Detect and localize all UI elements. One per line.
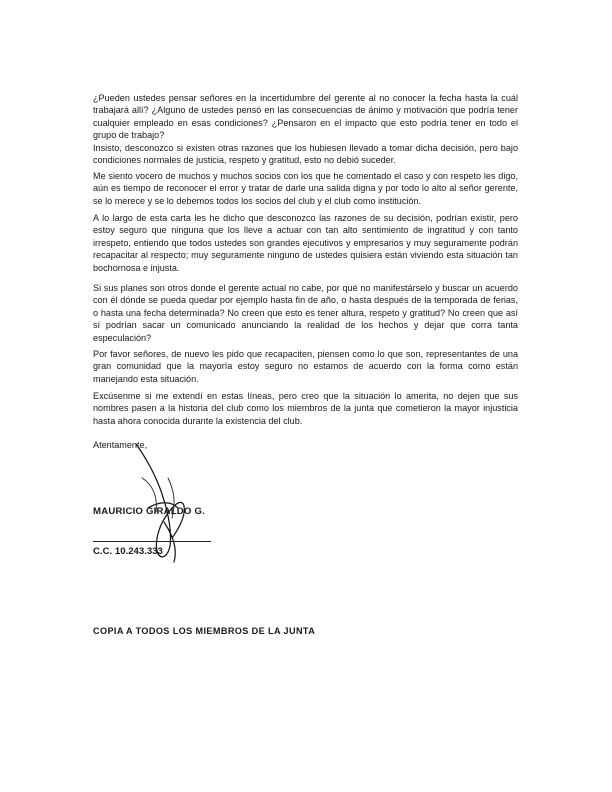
letter-paragraph-3: Me siento vocero de muchos y muchos socios con los que he comentado el caso y con respeto les digo, aún es tiempo de reconocer el error y tratar de darle una salida digna y por todo lo alto al señor gerente, se lo merece y se lo debemos todos los socios del club y el club como institución.	[93, 171, 518, 206]
letter-paragraph-4: A lo largo de esta carta les he dicho que desconozco las razones de su decisión, podrían existir, pero estoy seguro que ninguna que los lleve a actuar con tan alto sentimiento de ingratitud y con tanto irrespeto, entiendo que todos ustedes son grandes ejecutivos y empresarios y muy seguramente podrán recapacitar al respecto; muy seguramente ninguno de ustedes quisiera están viviendo esta situación tan bochornosa e injusta.	[93, 213, 518, 273]
signature-line	[93, 541, 211, 542]
letter-paragraph-7: Excúsenme si me extendí en estas líneas, pero creo que la situación lo amerita, no dejen que sus nombres pasen a la historia del club como los miembros de la junta que cometieron la mayor injusticia hasta ahora conocida durante la existencia del club.	[93, 391, 518, 426]
letter-paragraph-1: ¿Pueden ustedes pensar señores en la incertidumbre del gerente al no conocer la fecha hasta la cuál trabajará allí? ¿Alguno de ustedes pensó en las consecuencias de ánimo y motivación que podría tener cualquier empleado en esas condiciones? ¿Pensaron en el impacto que esto podría tener en todo el grupo de trabajo?	[93, 93, 518, 141]
signer-name: MAURICIO GIRALDO G.	[93, 506, 205, 517]
signer-id: C.C. 10.243.333	[93, 546, 163, 557]
copy-note: COPIA A TODOS LOS MIEMBROS DE LA JUNTA	[93, 626, 316, 636]
closing-salutation: Atentamente,	[93, 440, 148, 450]
letter-paragraph-6: Por favor señores, de nuevo les pido que recapaciten, piensen como lo que son, representantes de una gran comunidad que la mayoría estoy seguro no estamos de acuerdo con la forma como están manejando esta situación.	[93, 349, 518, 384]
letter-paragraph-2: Insisto, desconozco si existen otras razones que los hubiesen llevado a tomar dicha decisión, pero bajo condiciones normales de justicia, respeto y gratitud, esto no debió suceder.	[93, 143, 518, 166]
letter-paragraph-5: Si sus planes son otros donde el gerente actual no cabe, por qué no manifestárselo y buscar un acuerdo con él dónde se pueda quedar por ejemplo hasta fin de año, o hasta después de la temporada de ferias, o hasta una fecha determinada? No creen que esto es tener altura, respeto y gratitud? No creen que así sí podrían sacar un comunicado anunciando la realidad de los hechos y dejar que corra tanta especulación?	[93, 283, 518, 343]
